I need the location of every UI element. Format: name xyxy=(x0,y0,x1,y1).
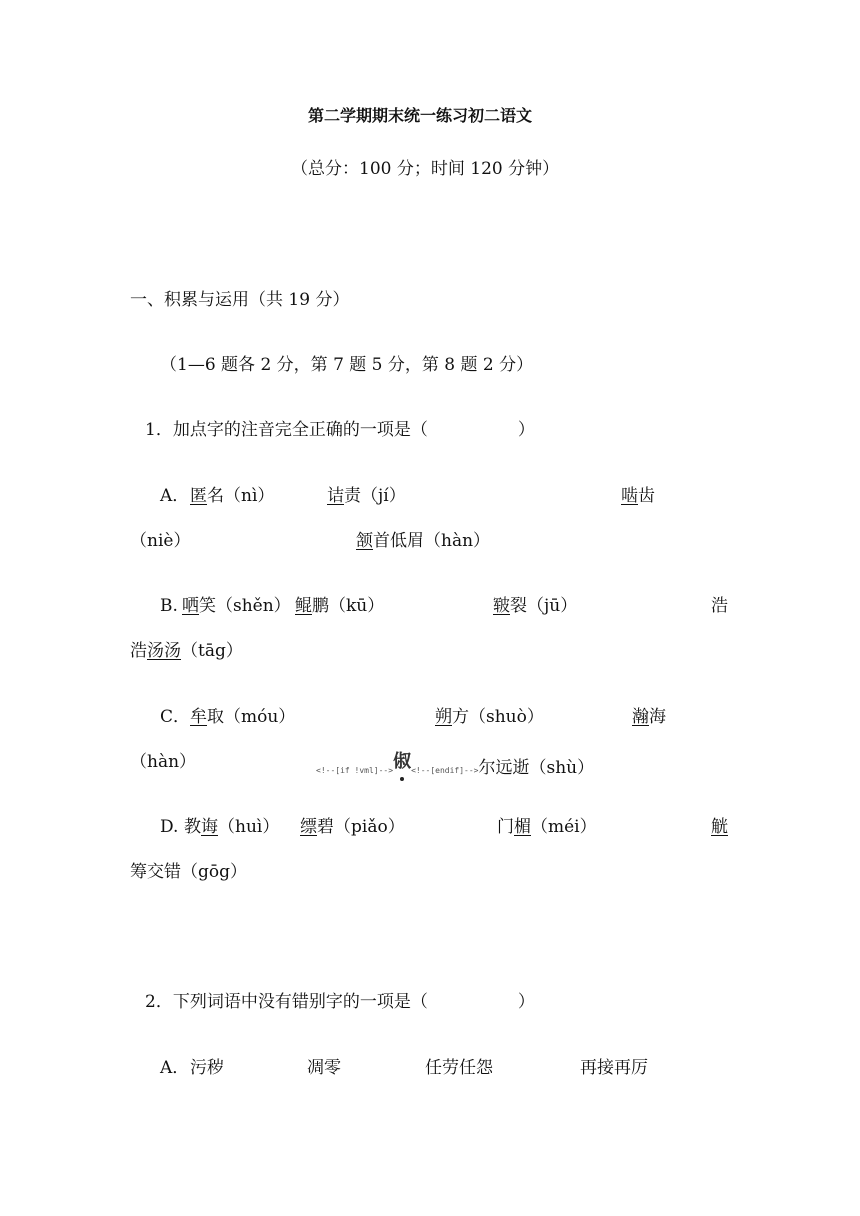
question-stem-text: 2．下列词语中没有错别字的一项是（ xyxy=(145,992,428,1012)
option-b-word-4-start: 浩 xyxy=(711,596,728,616)
word-text: 笑（shěn） xyxy=(199,596,291,616)
option-a-word-3 xyxy=(621,485,655,507)
question-stem-text: 1．加点字的注音完全正确的一项是（ xyxy=(145,420,428,440)
dotted-char: 觥 xyxy=(711,817,728,837)
dotted-char: 牟 xyxy=(190,707,207,727)
option-c-word-3-pinyin: （hàn） xyxy=(130,752,197,772)
option-a-word-3-pinyin: （niè） xyxy=(130,531,191,551)
exam-info: （总分：100 分；时间 120 分钟） xyxy=(291,159,560,179)
word-text: 门 xyxy=(497,817,514,837)
option-b-word-1 xyxy=(182,595,291,617)
dotted-char: 啮 xyxy=(621,486,638,506)
dotted-char: 瀚 xyxy=(632,707,649,727)
word-text: 方（shuò） xyxy=(452,707,544,727)
word-text: （méi） xyxy=(531,817,597,837)
word-text: 名（nì） xyxy=(207,486,275,506)
dotted-char: 皲 xyxy=(493,596,510,616)
word-text: 尔远逝（shù） xyxy=(478,758,595,778)
option-b-label: B. xyxy=(160,596,178,616)
option-c-word-1 xyxy=(190,706,295,728)
option-a-word-1 xyxy=(190,485,274,507)
emphasis-dot xyxy=(400,777,404,781)
dotted-char: 匿 xyxy=(190,486,207,506)
word-text: 首低眉（hàn） xyxy=(373,531,491,551)
option-c-word-3 xyxy=(632,706,666,728)
option-b-word-3 xyxy=(493,595,577,617)
option-b-word-2 xyxy=(295,595,384,617)
q2-option-a-word-4: 再接再厉 xyxy=(580,1058,648,1078)
word-text: 裂（jū） xyxy=(510,596,578,616)
word-text: 齿 xyxy=(638,486,655,506)
word-text: 鹏（kū） xyxy=(312,596,385,616)
html-comment-open: <!--[if !vml]--> xyxy=(316,766,394,775)
question-stem-close: ） xyxy=(517,420,535,440)
word-text: 海 xyxy=(649,707,666,727)
q2-option-a-word-3: 任劳任怨 xyxy=(425,1058,493,1078)
question-2-stem xyxy=(145,991,535,1013)
option-d-word-2 xyxy=(300,816,405,838)
word-text: （tāg） xyxy=(181,641,243,661)
broken-image-glyph xyxy=(393,751,411,773)
dotted-char: 楣 xyxy=(514,817,531,837)
option-c-word-2 xyxy=(435,706,544,728)
option-a-word-2 xyxy=(327,485,406,507)
dotted-char: 哂 xyxy=(182,596,199,616)
dotted-char: 诘 xyxy=(327,486,344,506)
dotted-char: 汤汤 xyxy=(147,641,181,661)
option-d-word-4: 筹交错（gōg） xyxy=(130,862,247,882)
word-text: 责（jí） xyxy=(344,486,406,506)
html-comment-close: <!--[endif]--> xyxy=(411,766,479,775)
section-note: （1—6 题各 2 分，第 7 题 5 分，第 8 题 2 分） xyxy=(160,355,534,375)
dotted-char: 鲲 xyxy=(295,596,312,616)
option-d-word-3 xyxy=(497,816,597,838)
option-b-word-4 xyxy=(130,640,243,662)
dotted-char: 诲 xyxy=(201,817,218,837)
option-d-word-4-start xyxy=(711,816,728,838)
dotted-char: 缥 xyxy=(300,817,317,837)
option-c-label: C． xyxy=(160,707,191,727)
q2-option-a-word-1: 污秽 xyxy=(190,1058,224,1078)
question-stem-close: ） xyxy=(517,992,535,1012)
option-d-word-1 xyxy=(184,816,279,838)
page-title: 第二学期期末统一练习初二语文 xyxy=(308,106,533,125)
option-a-word-4 xyxy=(356,530,490,552)
option-d-label: D. xyxy=(160,817,179,837)
word-text: 取（móu） xyxy=(207,707,296,727)
dotted-char: 颔 xyxy=(356,531,373,551)
dotted-char: 朔 xyxy=(435,707,452,727)
word-text: 碧（piǎo） xyxy=(317,817,405,837)
option-a-label: A． xyxy=(160,486,190,506)
word-text: 浩 xyxy=(130,641,147,661)
section-heading: 一、积累与运用（共 19 分） xyxy=(130,290,350,310)
option-c-word-4 xyxy=(316,751,594,782)
glyph-char: 俶 xyxy=(393,751,412,772)
word-text: （huì） xyxy=(218,817,280,837)
word-text: 教 xyxy=(184,817,201,837)
q2-option-a-label: A． xyxy=(160,1058,190,1078)
question-1-stem xyxy=(145,419,535,441)
q2-option-a-word-2: 凋零 xyxy=(307,1058,341,1078)
